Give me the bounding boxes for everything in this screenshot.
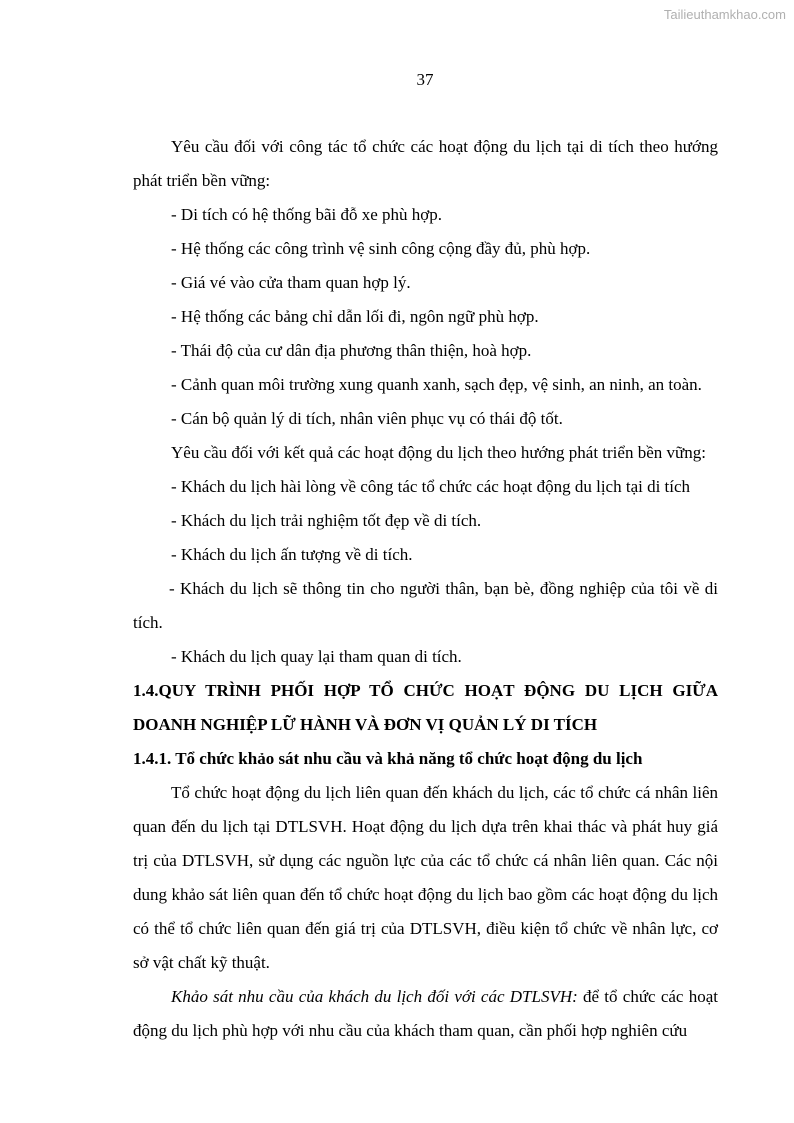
list-item: - Giá vé vào cửa tham quan hợp lý.: [171, 273, 411, 292]
list-item: - Cán bộ quản lý di tích, nhân viên phục vụ có thái độ tốt.: [171, 409, 563, 428]
intro-sustainable-results: Yêu cầu đối với kết quả các hoạt động du lịch theo hướng phát triển bền vững:: [171, 443, 706, 462]
list-item: - Hệ thống các công trình vệ sinh công cộng đầy đủ, phù hợp.: [171, 239, 591, 258]
list-item: - Khách du lịch sẽ thông tin cho người thân, bạn bè, đồng nghiệp của tôi về di tích.: [133, 579, 718, 632]
list-item: - Hệ thống các bảng chỉ dẫn lối đi, ngôn ngữ phù hợp.: [171, 307, 539, 326]
list-item: - Khách du lịch hài lòng về công tác tổ chức các hoạt động du lịch tại di tích: [171, 477, 691, 496]
section-heading: 1.4.QUY TRÌNH PHỐI HỢP TỔ CHỨC HOẠT ĐỘNG DU LỊCH GIỮA DOANH NGHIỆP LỮ HÀNH VÀ ĐƠN VỊ QUẢN LÝ DI TÍCH: [133, 681, 718, 734]
list-item: - Di tích có hệ thống bãi đỗ xe phù hợp.: [171, 205, 443, 224]
list-item: - Khách du lịch trải nghiệm tốt đẹp về di tích.: [171, 511, 482, 530]
paragraph: [133, 980, 718, 1048]
document-body: [133, 130, 718, 1048]
paragraph: Tổ chức hoạt động du lịch liên quan đến khách du lịch, các tổ chức cá nhân liên quan đến du lịch tại DTLSVH. Hoạt động du lịch dựa trên khai thác và phát huy giá trị của DTLSVH, sử dụng các nguồn lực của các tổ chức cá nhân liên quan. Các nội dung khảo sát liên quan đến tổ chức hoạt động du lịch bao gồm các hoạt động du lịch có thể tổ chức liên quan đến giá trị của DTLSVH, điều kiện tổ chức về nhân lực, cơ sở vật chất kỹ thuật.: [133, 783, 718, 972]
intro-sustainable-activities: Yêu cầu đối với công tác tổ chức các hoạt động du lịch tại di tích theo hướng phát triển bền vững:: [133, 137, 718, 190]
list-item: - Khách du lịch quay lại tham quan di tích.: [171, 647, 462, 666]
watermark: Tailieuthamkhao.com: [663, 7, 786, 22]
list-item: - Cảnh quan môi trường xung quanh xanh, sạch đẹp, vệ sinh, an ninh, an toàn.: [171, 375, 702, 394]
paragraph-text: để tổ chức các hoạt động du lịch phù hợp với nhu cầu của khách tham quan, cần phối hợp nghiên cứu: [133, 987, 718, 1040]
paragraph-italic-lead: Khảo sát nhu cầu của khách du lịch đối với các DTLSVH:: [171, 987, 578, 1006]
list-item: - Thái độ của cư dân địa phương thân thiện, hoà hợp.: [171, 341, 532, 360]
list-item: - Khách du lịch ấn tượng về di tích.: [171, 545, 413, 564]
subsection-heading: 1.4.1. Tổ chức khảo sát nhu cầu và khả năng tổ chức hoạt động du lịch: [133, 749, 643, 768]
page-number: 37: [416, 70, 434, 89]
